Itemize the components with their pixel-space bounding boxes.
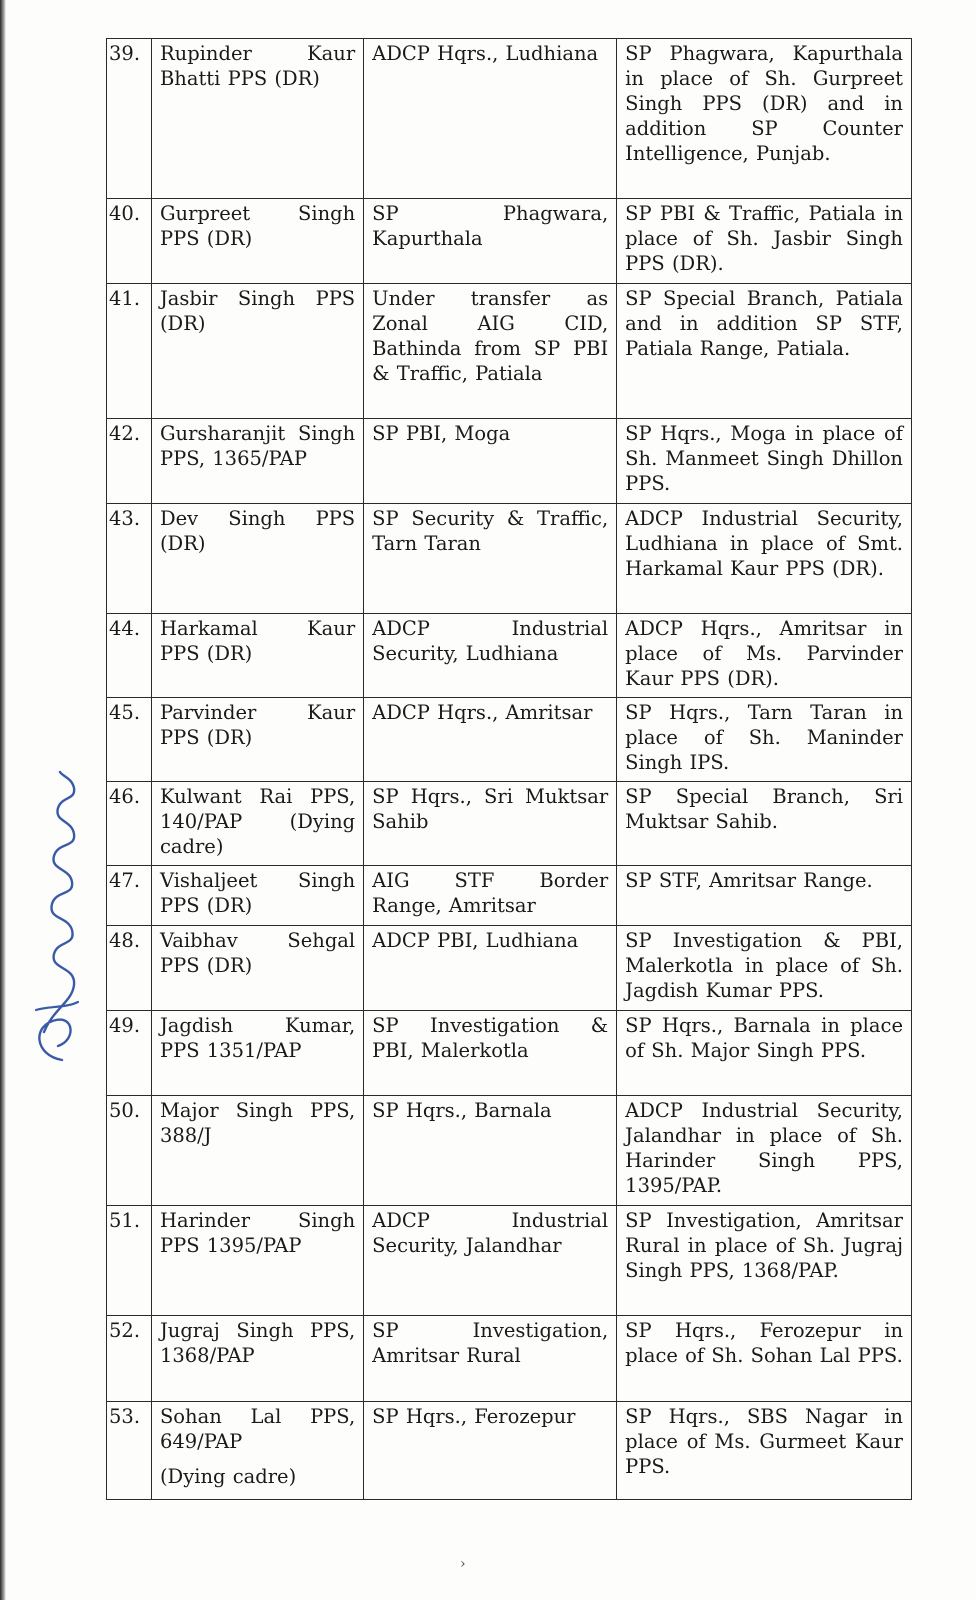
new-posting: SP Hqrs., Barnala in place of Sh. Major Singh PPS.: [617, 1011, 912, 1096]
transfer-table: [106, 38, 912, 1500]
officer-name: Gursharanjit Singh PPS, 1365/PAP: [151, 419, 363, 504]
serial-number: 47.: [107, 866, 152, 926]
serial-number: 53.: [107, 1402, 152, 1500]
officer-name-note: (Dying cadre): [159, 1465, 297, 1488]
current-posting: SP Investigation & PBI, Malerkotla: [364, 1011, 617, 1096]
table-row: [107, 199, 912, 284]
new-posting: SP Investigation & PBI, Malerkotla in place of Sh. Jagdish Kumar PPS.: [617, 926, 912, 1011]
officer-name: Kulwant Rai PPS, 140/PAP (Dying cadre): [151, 782, 363, 866]
table-row: [107, 1096, 912, 1206]
current-posting: ADCP PBI, Ludhiana: [364, 926, 617, 1011]
officer-name: Parvinder Kaur PPS (DR): [151, 698, 363, 782]
new-posting: SP Hqrs., Tarn Taran in place of Sh. Maninder Singh IPS.: [617, 698, 912, 782]
table-row: [107, 39, 912, 199]
serial-number: 43.: [107, 504, 152, 614]
officer-name-cell: [151, 1402, 363, 1500]
officer-name: Harkamal Kaur PPS (DR): [151, 614, 363, 698]
table-row: [107, 866, 912, 926]
officer-name: Dev Singh PPS (DR): [151, 504, 363, 614]
current-posting: SP Hqrs., Ferozepur: [364, 1402, 617, 1500]
officer-name: Vaibhav Sehgal PPS (DR): [151, 926, 363, 1011]
current-posting: SP Investigation, Amritsar Rural: [364, 1316, 617, 1402]
officer-name: Jagdish Kumar, PPS 1351/PAP: [151, 1011, 363, 1096]
current-posting: SP Hqrs., Barnala: [364, 1096, 617, 1206]
serial-number: 42.: [107, 419, 152, 504]
new-posting: SP Hqrs., Moga in place of Sh. Manmeet Singh Dhillon PPS.: [617, 419, 912, 504]
new-posting: SP Special Branch, Sri Muktsar Sahib.: [617, 782, 912, 866]
officer-name: Vishaljeet Singh PPS (DR): [151, 866, 363, 926]
serial-number: 44.: [107, 614, 152, 698]
officer-name: Major Singh PPS, 388/J: [151, 1096, 363, 1206]
new-posting: SP Special Branch, Patiala and in addition SP STF, Patiala Range, Patiala.: [617, 284, 912, 419]
new-posting: ADCP Industrial Security, Jalandhar in place of Sh. Harinder Singh PPS, 1395/PAP.: [617, 1096, 912, 1206]
officer-name: Jasbir Singh PPS (DR): [151, 284, 363, 419]
table-row: [107, 1206, 912, 1316]
current-posting: SP PBI, Moga: [364, 419, 617, 504]
table-row: [107, 782, 912, 866]
current-posting: ADCP Hqrs., Ludhiana: [364, 39, 617, 199]
table-row: [107, 284, 912, 419]
scan-edge-shadow: [0, 0, 6, 1600]
current-posting: ADCP Hqrs., Amritsar: [364, 698, 617, 782]
officer-name: Sohan Lal PPS, 649/PAP: [159, 1405, 356, 1453]
current-posting: SP Security & Traffic, Tarn Taran: [364, 504, 617, 614]
table-row: [107, 1402, 912, 1500]
serial-number: 46.: [107, 782, 152, 866]
serial-number: 51.: [107, 1206, 152, 1316]
new-posting: SP Hqrs., SBS Nagar in place of Ms. Gurmeet Kaur PPS.: [617, 1402, 912, 1500]
serial-number: 39.: [107, 39, 152, 199]
table-row: [107, 419, 912, 504]
current-posting: SP Hqrs., Sri Muktsar Sahib: [364, 782, 617, 866]
current-posting: ADCP Industrial Security, Ludhiana: [364, 614, 617, 698]
new-posting: SP Investigation, Amritsar Rural in place of Sh. Jugraj Singh PPS, 1368/PAP.: [617, 1206, 912, 1316]
table-row: [107, 698, 912, 782]
serial-number: 52.: [107, 1316, 152, 1402]
table-row: [107, 926, 912, 1011]
table-row: [107, 504, 912, 614]
current-posting: ADCP Industrial Security, Jalandhar: [364, 1206, 617, 1316]
officer-name: Jugraj Singh PPS, 1368/PAP: [151, 1316, 363, 1402]
officer-name: Gurpreet Singh PPS (DR): [151, 199, 363, 284]
new-posting: ADCP Hqrs., Amritsar in place of Ms. Parvinder Kaur PPS (DR).: [617, 614, 912, 698]
new-posting: ADCP Industrial Security, Ludhiana in place of Smt. Harkamal Kaur PPS (DR).: [617, 504, 912, 614]
new-posting: SP STF, Amritsar Range.: [617, 866, 912, 926]
current-posting: Under transfer as Zonal AIG CID, Bathinda from SP PBI & Traffic, Patiala: [364, 284, 617, 419]
table-row: [107, 614, 912, 698]
serial-number: 49.: [107, 1011, 152, 1096]
current-posting: SP Phagwara, Kapurthala: [364, 199, 617, 284]
current-posting: AIG STF Border Range, Amritsar: [364, 866, 617, 926]
handwritten-signature-icon: [14, 770, 94, 1070]
stray-mark-icon: ›: [460, 1556, 466, 1572]
serial-number: 45.: [107, 698, 152, 782]
officer-name: Harinder Singh PPS 1395/PAP: [151, 1206, 363, 1316]
serial-number: 41.: [107, 284, 152, 419]
serial-number: 50.: [107, 1096, 152, 1206]
new-posting: SP Phagwara, Kapurthala in place of Sh. Gurpreet Singh PPS (DR) and in addition SP Counter Intelligence, Punjab.: [617, 39, 912, 199]
serial-number: 40.: [107, 199, 152, 284]
new-posting: SP Hqrs., Ferozepur in place of Sh. Sohan Lal PPS.: [617, 1316, 912, 1402]
table-row: [107, 1011, 912, 1096]
new-posting: SP PBI & Traffic, Patiala in place of Sh. Jasbir Singh PPS (DR).: [617, 199, 912, 284]
serial-number: 48.: [107, 926, 152, 1011]
officer-name: Rupinder Kaur Bhatti PPS (DR): [151, 39, 363, 199]
table-row: [107, 1316, 912, 1402]
